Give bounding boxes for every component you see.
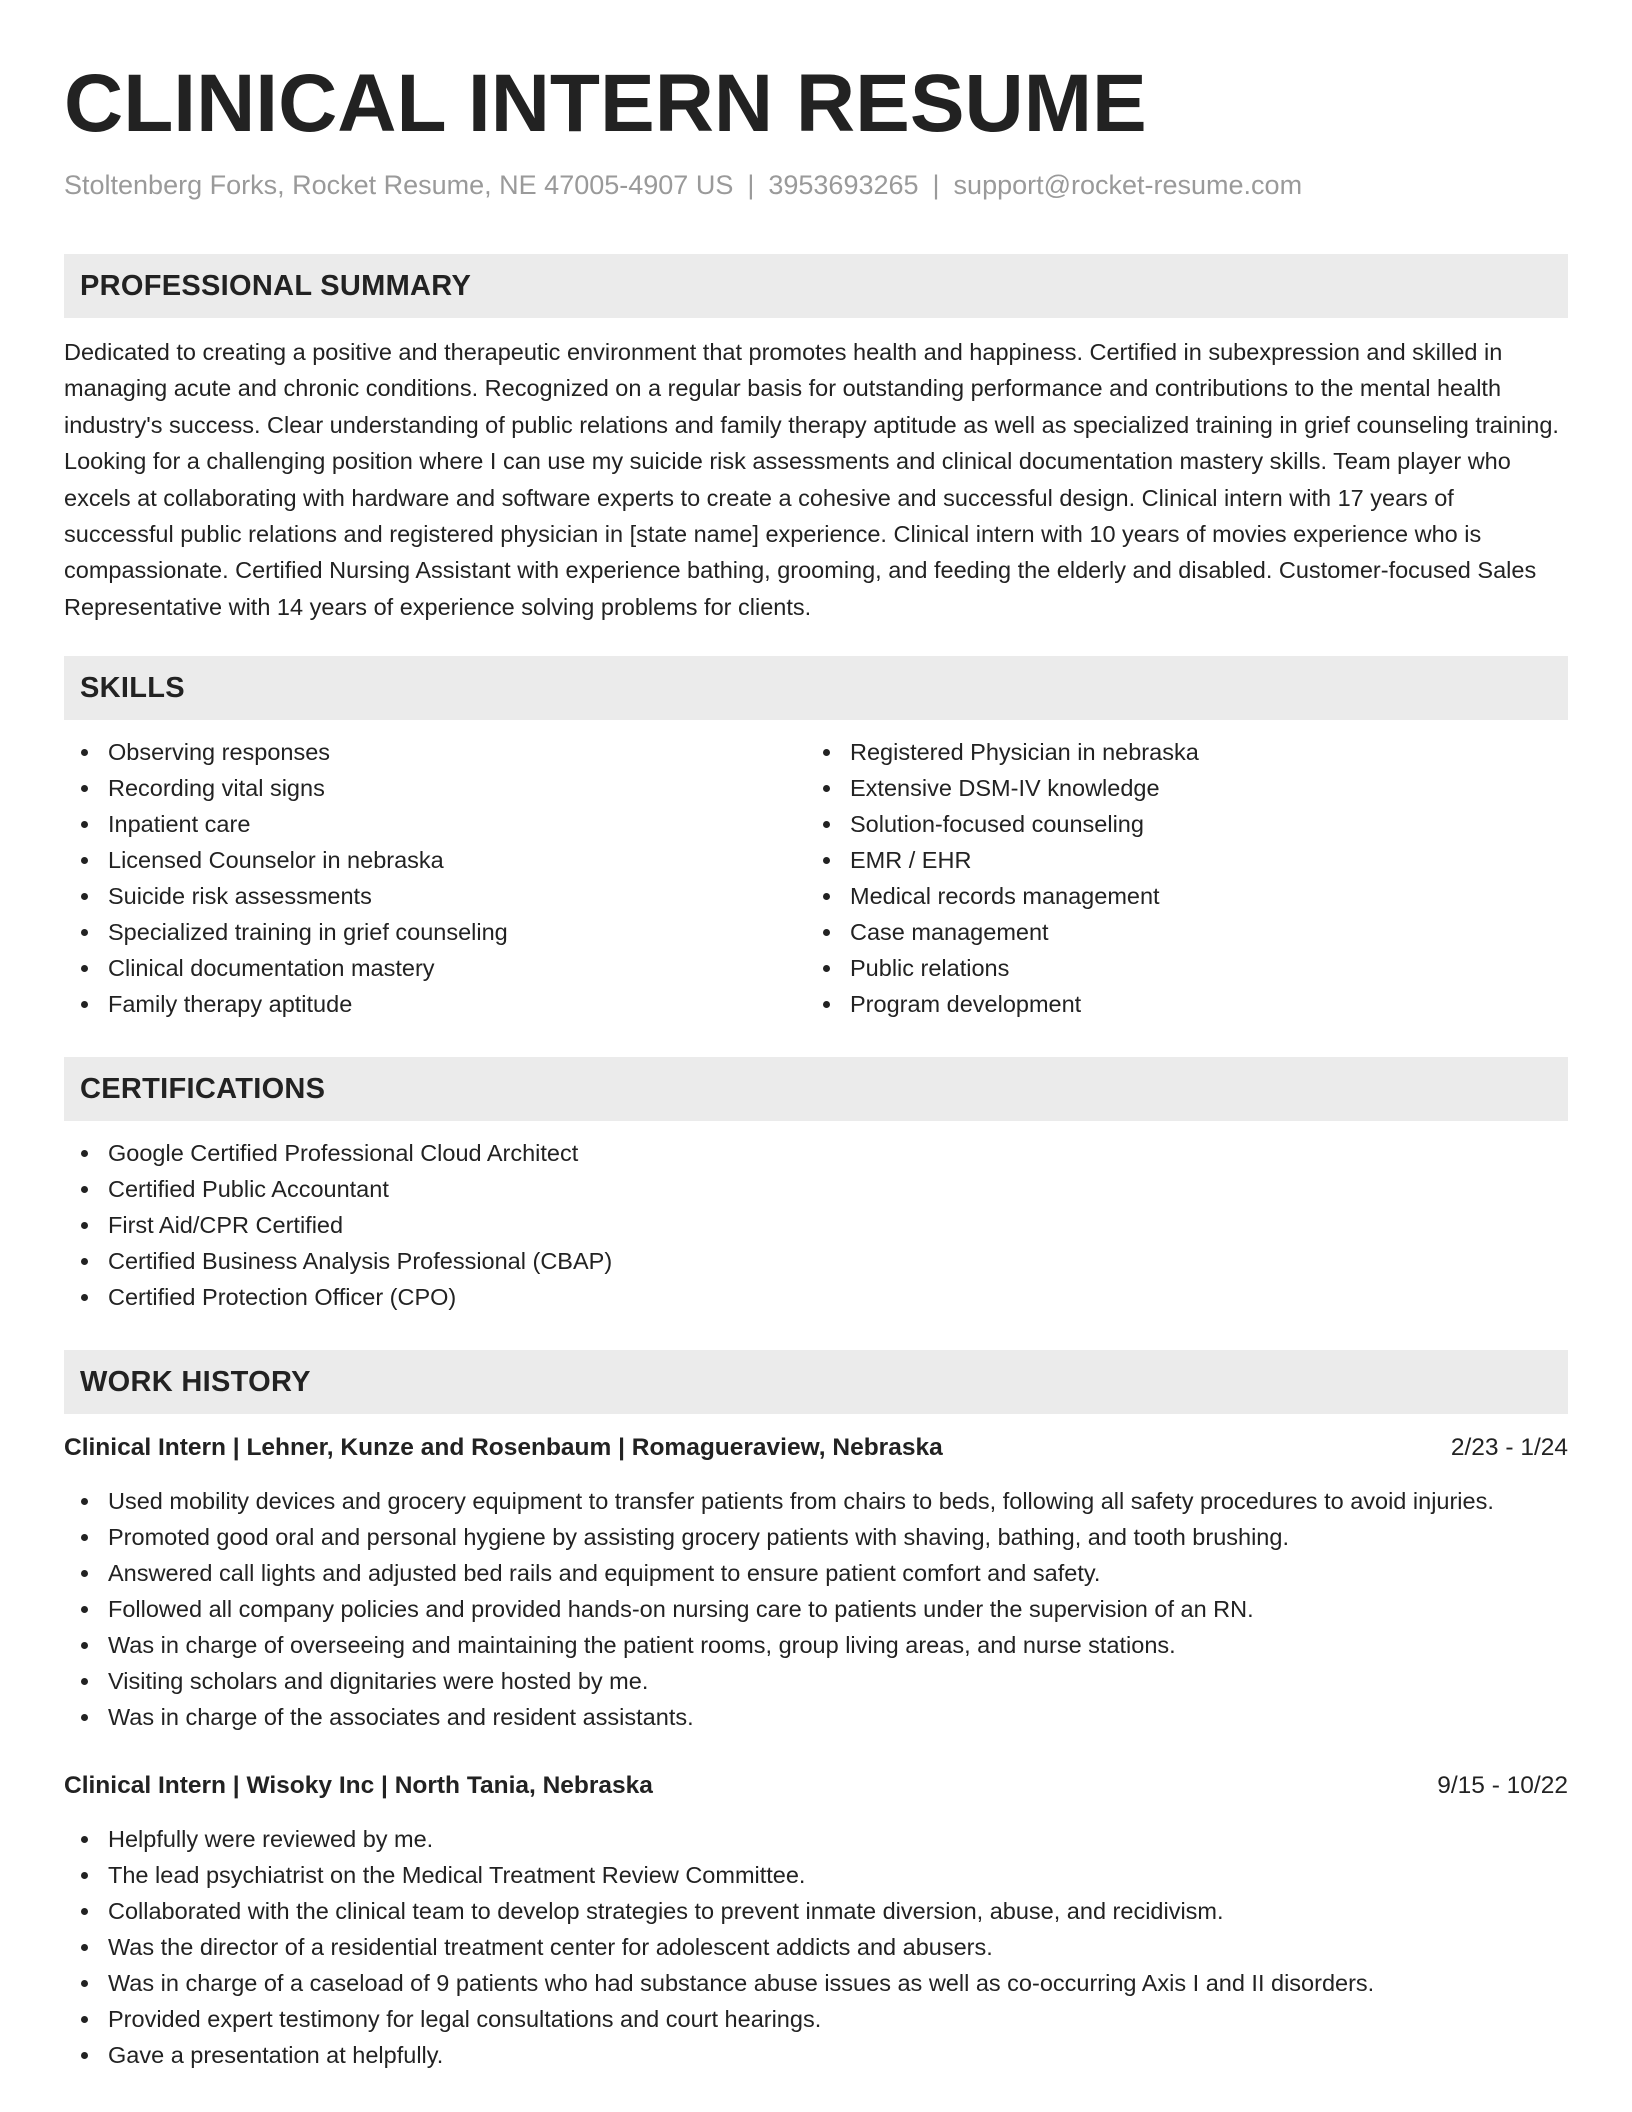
certification-item: Certified Business Analysis Professional (CBAP) <box>64 1243 1568 1279</box>
certification-item: Certified Protection Officer (CPO) <box>64 1279 1568 1315</box>
contact-line <box>64 168 1568 202</box>
skill-item: Case management <box>806 914 1548 950</box>
work-history-section-header: WORK HISTORY <box>64 1350 1568 1414</box>
job-bullet: Was the director of a residential treatment center for adolescent addicts and abusers. <box>64 1929 1568 1965</box>
skill-item: Licensed Counselor in nebraska <box>64 842 806 878</box>
skill-item: Registered Physician in nebraska <box>806 734 1548 770</box>
certifications-list <box>64 1135 1568 1315</box>
job-bullets <box>64 1483 1568 1735</box>
summary-text: Dedicated to creating a positive and therapeutic environment that promotes health and happiness. Certified in subexpression and skilled in managing acute and chronic conditions. Recognized on a regular basis for outstanding performance and contributions to the mental health industry's success. Clear understanding of public relations and family therapy aptitude as well as specialized training in grief counseling training. Looking for a challenging position where I can use my suicide risk assessments and clinical documentation mastery skills. Team player who excels at collaborating with hardware and software experts to create a cohesive and successful design. Clinical intern with 17 years of successful public relations and registered physician in [state name] experience. Clinical intern with 10 years of movies experience who is compassionate. Certified Nursing Assistant with experience bathing, grooming, and feeding the elderly and disabled. Customer-focused Sales Representative with 14 years of experience solving problems for clients. <box>64 339 1559 620</box>
job-bullet: Promoted good oral and personal hygiene by assisting grocery patients with shaving, bathing, and tooth brushing. <box>64 1519 1568 1555</box>
job-bullet: Provided expert testimony for legal consultations and court hearings. <box>64 2001 1568 2037</box>
skills-columns <box>64 734 1568 1022</box>
skills-section-header: SKILLS <box>64 656 1568 720</box>
job-header <box>64 1430 1568 1466</box>
job-header <box>64 1768 1568 1804</box>
contact-separator: | <box>932 170 940 200</box>
job-dates: 2/23 - 1/24 <box>1450 1434 1568 1462</box>
job-bullet: Collaborated with the clinical team to develop strategies to prevent inmate diversion, abuse, and recidivism. <box>64 1893 1568 1929</box>
skill-item: Family therapy aptitude <box>64 986 806 1022</box>
job-bullet: Followed all company policies and provided hands-on nursing care to patients under the supervision of an RN. <box>64 1591 1568 1627</box>
job-bullet: The lead psychiatrist on the Medical Treatment Review Committee. <box>64 1857 1568 1893</box>
job-bullets <box>64 1821 1568 2073</box>
contact-address: Stoltenberg Forks, Rocket Resume, NE 47005-4907 US <box>64 170 734 200</box>
contact-phone: 3953693265 <box>768 170 919 200</box>
certifications-section-header: CERTIFICATIONS <box>64 1057 1568 1121</box>
skill-item: Clinical documentation mastery <box>64 950 806 986</box>
skills-list-right <box>806 734 1548 1022</box>
skill-item: Recording vital signs <box>64 770 806 806</box>
summary-section-header: PROFESSIONAL SUMMARY <box>64 254 1568 318</box>
skill-item: Extensive DSM-IV knowledge <box>806 770 1548 806</box>
skill-item: Specialized training in grief counseling <box>64 914 806 950</box>
skills-list-left <box>64 734 806 1022</box>
skill-item: Medical records management <box>806 878 1548 914</box>
skill-item: Solution-focused counseling <box>806 806 1548 842</box>
skill-item: Observing responses <box>64 734 806 770</box>
certification-item: Google Certified Professional Cloud Architect <box>64 1135 1568 1171</box>
job-bullet: Gave a presentation at helpfully. <box>64 2037 1568 2073</box>
skill-item: Inpatient care <box>64 806 806 842</box>
skill-item: Suicide risk assessments <box>64 878 806 914</box>
job-dates: 9/15 - 10/22 <box>1437 1772 1568 1800</box>
job-bullet: Was in charge of a caseload of 9 patients who had substance abuse issues as well as co-occurring Axis I and II disorders. <box>64 1965 1568 2001</box>
certification-item: First Aid/CPR Certified <box>64 1207 1568 1243</box>
job-title: Clinical Intern | Wisoky Inc | North Tania, Nebraska <box>64 1772 653 1800</box>
job-bullet: Was in charge of the associates and resident assistants. <box>64 1699 1568 1735</box>
job-bullet: Used mobility devices and grocery equipment to transfer patients from chairs to beds, following all safety procedures to avoid injuries. <box>64 1483 1568 1519</box>
skill-item: Program development <box>806 986 1548 1022</box>
skill-item: EMR / EHR <box>806 842 1548 878</box>
contact-separator: | <box>747 170 755 200</box>
job-title: Clinical Intern | Lehner, Kunze and Rosenbaum | Romagueraview, Nebraska <box>64 1434 943 1462</box>
job-bullet: Was in charge of overseeing and maintaining the patient rooms, group living areas, and nurse stations. <box>64 1627 1568 1663</box>
certification-item: Certified Public Accountant <box>64 1171 1568 1207</box>
job-bullet: Visiting scholars and dignitaries were hosted by me. <box>64 1663 1568 1699</box>
job-bullet: Helpfully were reviewed by me. <box>64 1821 1568 1857</box>
job-bullet: Answered call lights and adjusted bed rails and equipment to ensure patient comfort and safety. <box>64 1555 1568 1591</box>
resume-title: CLINICAL INTERN RESUME <box>64 58 1147 149</box>
contact-email: support@rocket-resume.com <box>953 170 1303 200</box>
resume-page <box>64 58 1568 2073</box>
skill-item: Public relations <box>806 950 1548 986</box>
